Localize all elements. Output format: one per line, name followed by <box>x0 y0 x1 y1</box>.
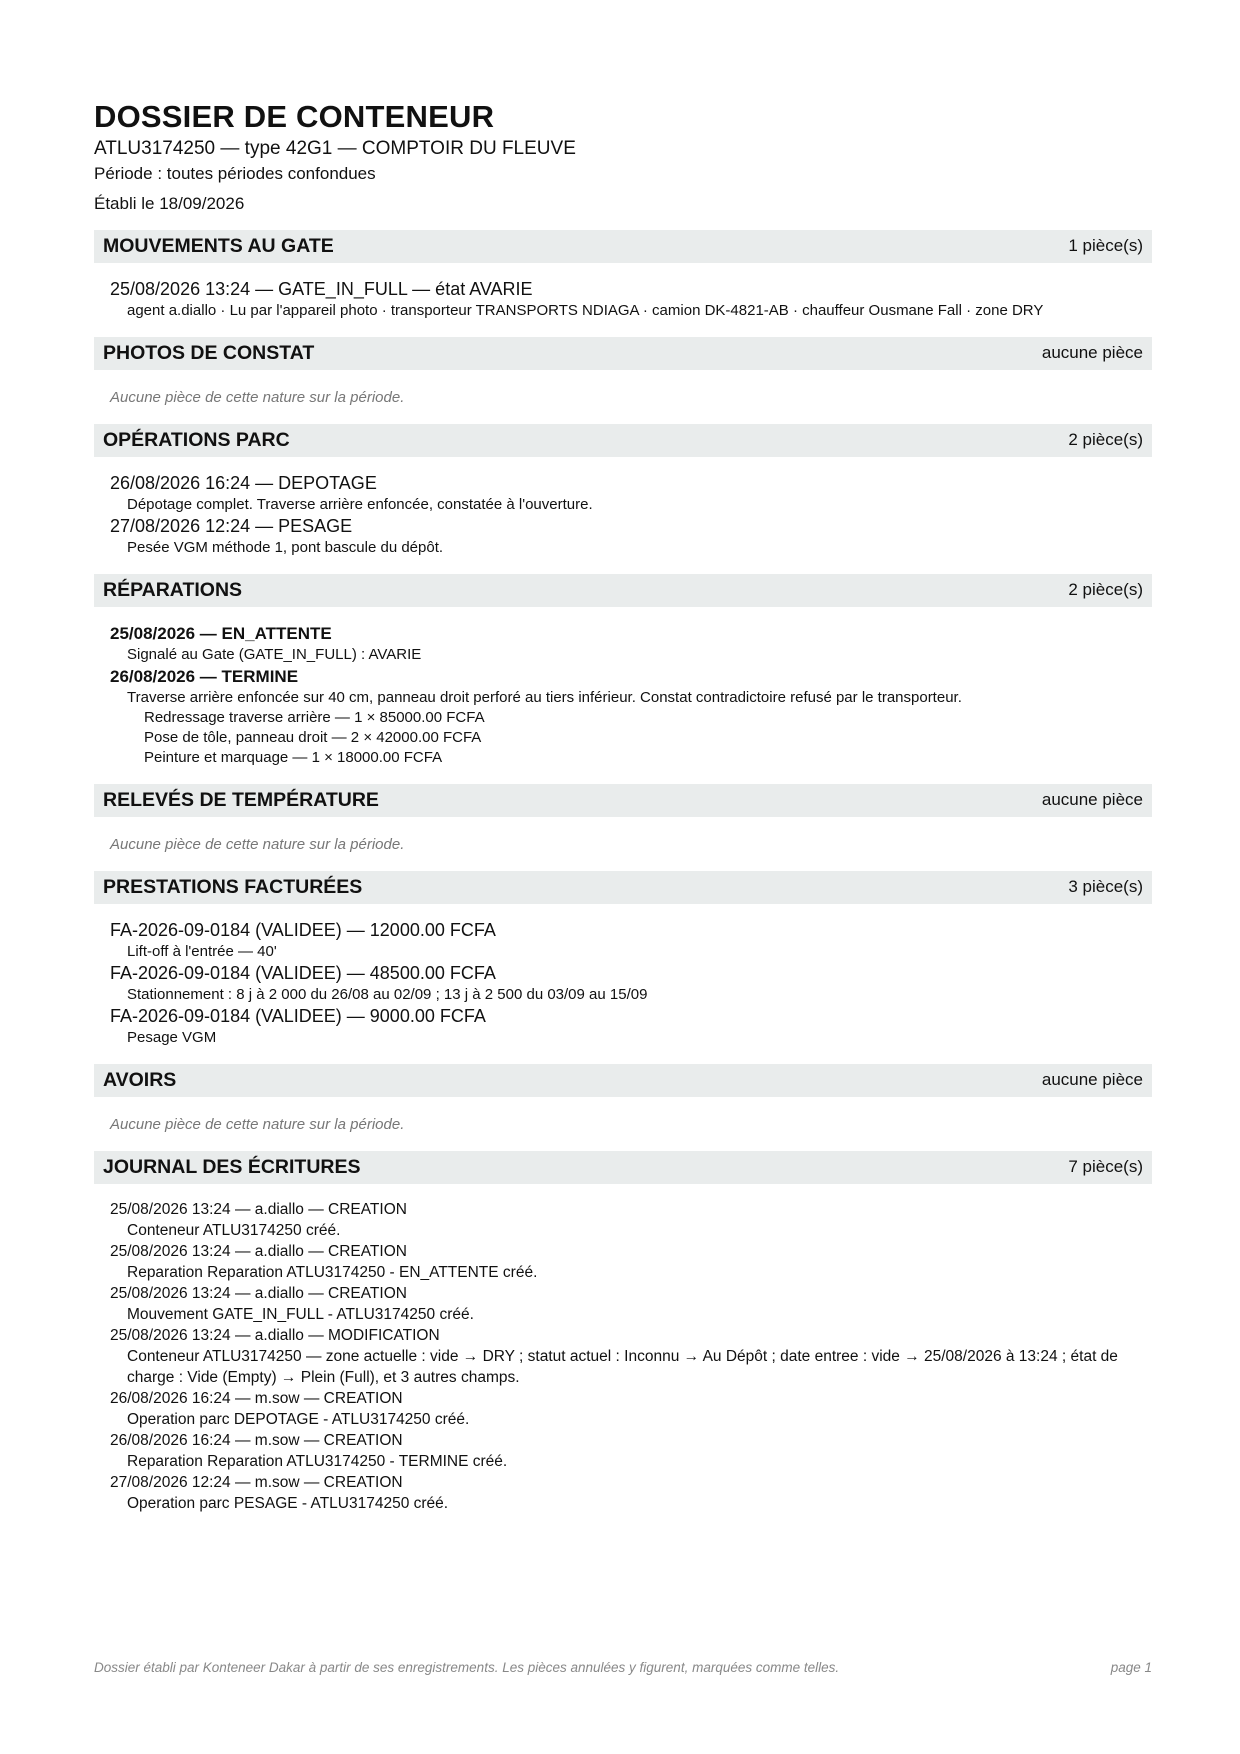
entry-head: 27/08/2026 12:24 — m.sow — CREATION <box>110 1473 403 1491</box>
section <box>94 424 1152 574</box>
section-body <box>94 457 1152 574</box>
section-count: aucune pièce <box>1041 1070 1143 1090</box>
empty-note: Aucune pièce de cette nature sur la période. <box>110 388 405 406</box>
entry-head: 27/08/2026 12:24 — PESAGE <box>110 515 353 536</box>
section-body <box>94 1184 1152 1530</box>
document-subtitle: ATLU3174250 — type 42G1 — COMPTOIR DU FLEUVE <box>94 138 576 160</box>
section-header <box>94 1064 1152 1097</box>
section-title: MOUVEMENTS AU GATE <box>103 234 334 257</box>
section-title: OPÉRATIONS PARC <box>103 428 290 451</box>
entry-head: 25/08/2026 13:24 — a.diallo — MODIFICATION <box>110 1326 440 1344</box>
document-page <box>94 100 1152 1530</box>
section-body <box>94 263 1152 337</box>
section-title: RELEVÉS DE TEMPÉRATURE <box>103 788 379 811</box>
line-item: Redressage traverse arrière — 1 × 85000.00 FCFA <box>144 708 485 726</box>
section-count: aucune pièce <box>1041 790 1143 810</box>
section-header <box>94 1151 1152 1184</box>
empty-note: Aucune pièce de cette nature sur la période. <box>110 1115 405 1133</box>
document-title: DOSSIER DE CONTENEUR <box>94 99 495 134</box>
page-footer <box>94 1660 1152 1675</box>
entry-detail: Conteneur ATLU3174250 — zone actuelle : vide → DRY ; statut actuel : Inconnu → Au Dépôt ; date entree : vide → 25/08/2026 à 13:24 ; état de charge : Vide (Empty) → Plein (Full), et 3 autres champs. <box>127 1347 1118 1386</box>
entry-head: 25/08/2026 13:24 — a.diallo — CREATION <box>110 1284 407 1302</box>
section <box>94 230 1152 337</box>
entry-detail: Conteneur ATLU3174250 créé. <box>127 1221 341 1239</box>
section-header <box>94 574 1152 607</box>
page-number: page 1 <box>1110 1660 1152 1675</box>
section-count: 3 pièce(s) <box>1068 877 1143 897</box>
section-count: 2 pièce(s) <box>1068 580 1143 600</box>
document-period: Période : toutes périodes confondues <box>94 163 376 183</box>
entry-head: 25/08/2026 13:24 — GATE_IN_FULL — état AVARIE <box>110 278 533 299</box>
line-item: Pose de tôle, panneau droit — 2 × 42000.00 FCFA <box>144 728 482 746</box>
section-title: RÉPARATIONS <box>103 578 243 601</box>
document-issue-date: Établi le 18/09/2026 <box>94 194 245 214</box>
section-header <box>94 337 1152 370</box>
entry-detail: Operation parc PESAGE - ATLU3174250 créé. <box>127 1494 449 1512</box>
section-header <box>94 784 1152 817</box>
entry-detail: Reparation Reparation ATLU3174250 - EN_ATTENTE créé. <box>127 1263 538 1281</box>
section <box>94 784 1152 871</box>
entry-detail: Pesage VGM <box>127 1028 217 1046</box>
section-count: 2 pièce(s) <box>1068 430 1143 450</box>
entry-head: FA-2026-09-0184 (VALIDEE) — 9000.00 FCFA <box>110 1005 486 1026</box>
section-count: 1 pièce(s) <box>1068 236 1143 256</box>
entry-head: 25/08/2026 13:24 — a.diallo — CREATION <box>110 1242 407 1260</box>
footer-note: Dossier établi par Konteneer Dakar à partir de ses enregistrements. Les pièces annulées y figurent, marquées comme telles. <box>94 1660 840 1675</box>
entry-head: 25/08/2026 13:24 — a.diallo — CREATION <box>110 1200 407 1218</box>
section-header <box>94 871 1152 904</box>
entry-detail: Lift-off à l'entrée — 40' <box>127 942 277 960</box>
empty-note: Aucune pièce de cette nature sur la période. <box>110 835 405 853</box>
section <box>94 574 1152 784</box>
entry-detail: Mouvement GATE_IN_FULL - ATLU3174250 créé. <box>127 1305 474 1323</box>
entry-detail: Reparation Reparation ATLU3174250 - TERMINE créé. <box>127 1452 508 1470</box>
section-body <box>94 607 1152 784</box>
entry-detail: Pesée VGM méthode 1, pont bascule du dépôt. <box>127 538 444 556</box>
section-body <box>94 1097 1152 1151</box>
section-header <box>94 424 1152 457</box>
section-count: 7 pièce(s) <box>1068 1157 1143 1177</box>
line-item: Peinture et marquage — 1 × 18000.00 FCFA <box>144 748 443 766</box>
section <box>94 1064 1152 1151</box>
entry-detail: agent a.diallo · Lu par l'appareil photo · transporteur TRANSPORTS NDIAGA · camion DK-4821-AB · chauffeur Ousmane Fall · zone DRY <box>127 301 1044 319</box>
section <box>94 871 1152 1064</box>
entry-detail: Traverse arrière enfoncée sur 40 cm, panneau droit perforé au tiers inférieur. Constat contradictoire refusé par le transporteur. <box>127 688 962 706</box>
entry-head: 26/08/2026 16:24 — m.sow — CREATION <box>110 1389 403 1407</box>
entry-detail: Operation parc DEPOTAGE - ATLU3174250 créé. <box>127 1410 470 1428</box>
sections-container <box>94 230 1152 1530</box>
section-title: AVOIRS <box>103 1068 177 1091</box>
section-title: PHOTOS DE CONSTAT <box>103 341 315 364</box>
section <box>94 1151 1152 1530</box>
section <box>94 337 1152 424</box>
entry-head: 26/08/2026 — TERMINE <box>110 666 299 686</box>
entry-head: FA-2026-09-0184 (VALIDEE) — 12000.00 FCFA <box>110 919 496 940</box>
section-header <box>94 230 1152 263</box>
entry-head: 26/08/2026 16:24 — m.sow — CREATION <box>110 1431 403 1449</box>
entry-head: FA-2026-09-0184 (VALIDEE) — 48500.00 FCFA <box>110 962 496 983</box>
section-body <box>94 904 1152 1064</box>
entry-detail: Dépotage complet. Traverse arrière enfoncée, constatée à l'ouverture. <box>127 495 593 513</box>
section-title: PRESTATIONS FACTURÉES <box>103 875 363 898</box>
entry-head: 26/08/2026 16:24 — DEPOTAGE <box>110 472 377 493</box>
entry-detail: Stationnement : 8 j à 2 000 du 26/08 au 02/09 ; 13 j à 2 500 du 03/09 au 15/09 <box>127 985 648 1003</box>
section-body <box>94 370 1152 424</box>
section-count: aucune pièce <box>1041 343 1143 363</box>
section-body <box>94 817 1152 871</box>
entry-detail: Signalé au Gate (GATE_IN_FULL) : AVARIE <box>127 645 422 663</box>
section-title: JOURNAL DES ÉCRITURES <box>103 1155 361 1178</box>
entry-head: 25/08/2026 — EN_ATTENTE <box>110 623 332 643</box>
